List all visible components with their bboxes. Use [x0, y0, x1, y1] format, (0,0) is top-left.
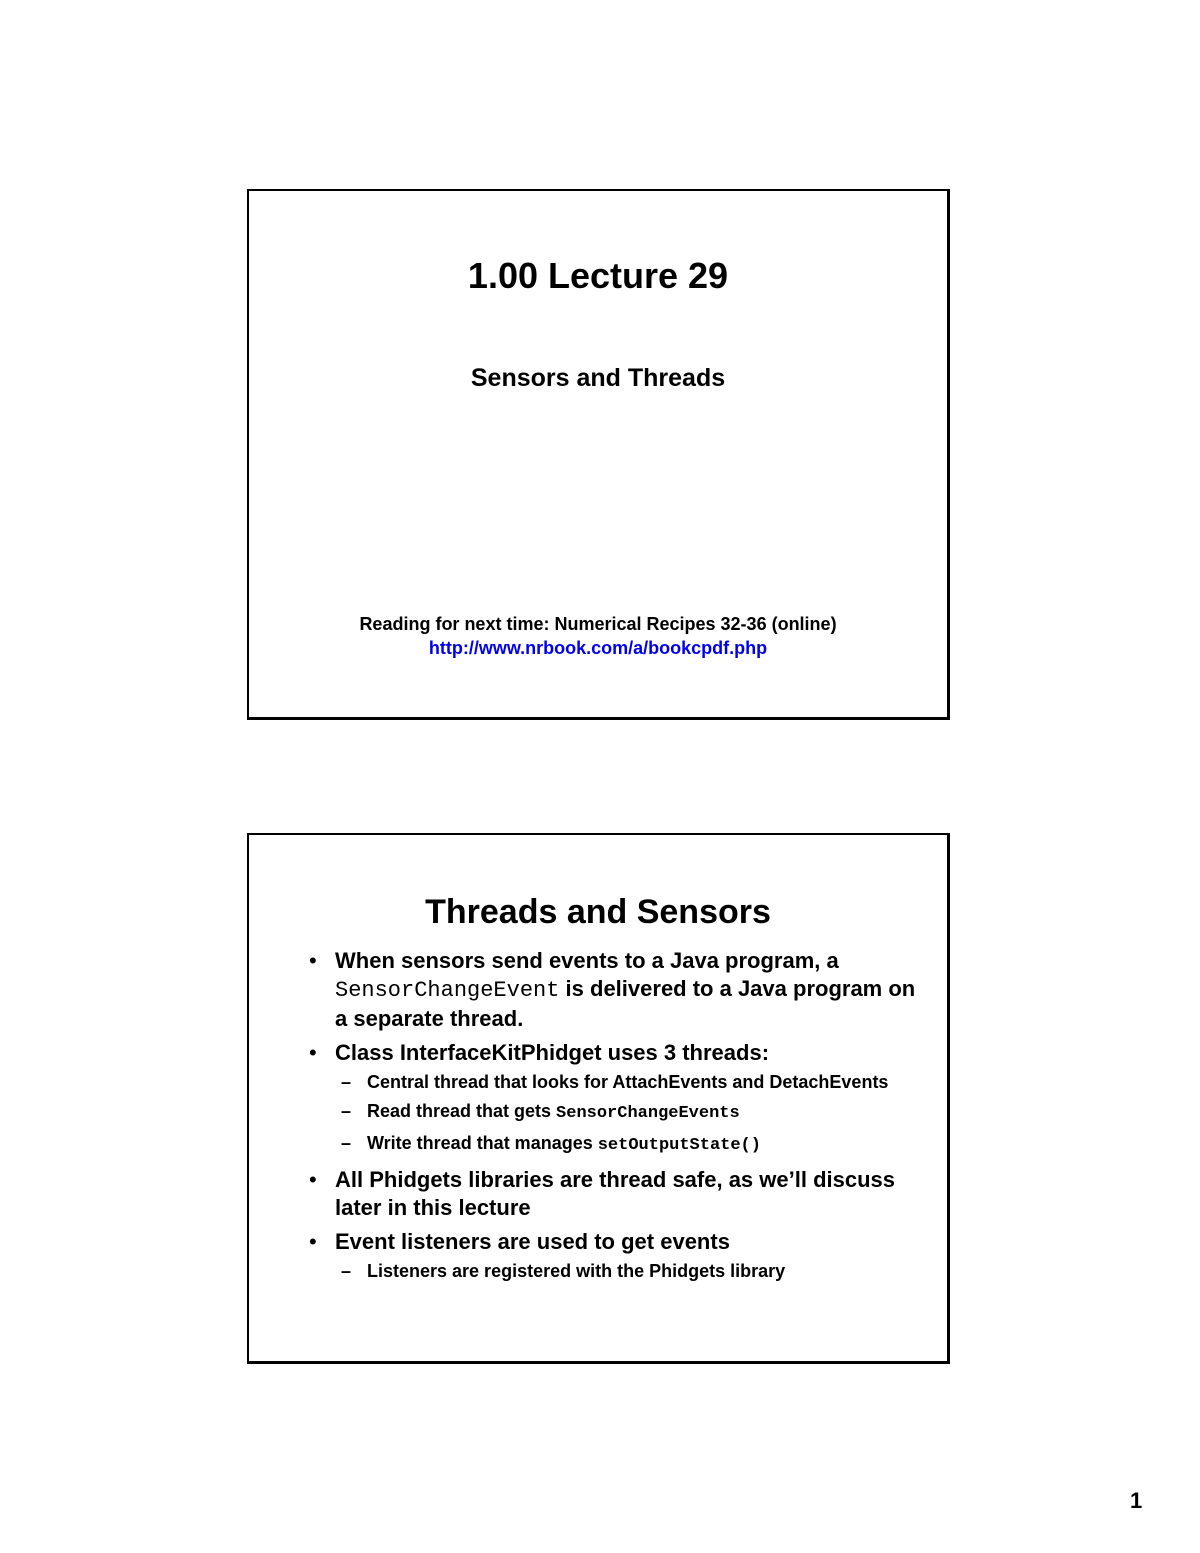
- sub-text: Write thread that manages: [367, 1133, 598, 1153]
- sub-central-thread: [307, 1070, 927, 1094]
- sub-list-listeners: [307, 1259, 927, 1283]
- nrbook-link[interactable]: http://www.nrbook.com/a/bookcpdf.php: [428, 638, 768, 658]
- page-number: 1: [1130, 1488, 1143, 1513]
- reading-note: Reading for next time: Numerical Recipes 32-36 (online): [359, 614, 837, 634]
- sub-text: Read thread that gets: [367, 1101, 557, 1121]
- bullet-icon: •: [309, 1040, 317, 1065]
- bullet-text: is delivered to a Java program on a separate thread.: [335, 976, 916, 1031]
- bullet-thread-safe: [307, 1166, 927, 1222]
- bullet-icon: •: [309, 1167, 317, 1192]
- slide-body: [307, 947, 927, 1291]
- bullet-icon: •: [309, 1229, 317, 1254]
- bullet-text: Class InterfaceKitPhidget uses 3 threads:: [335, 1040, 770, 1065]
- sub-list-threads: [307, 1070, 927, 1158]
- dash-icon: –: [341, 1072, 352, 1092]
- code-setoutputstate: setOutputState(): [597, 1136, 761, 1155]
- bullet-event-listeners: [307, 1228, 927, 1256]
- slide-title: Threads and Sensors: [425, 893, 771, 931]
- bullet-text: Event listeners are used to get events: [335, 1229, 730, 1254]
- sub-write-thread: [307, 1131, 927, 1158]
- code-sensorchangeevent: SensorChangeEvent: [335, 978, 560, 1003]
- sub-read-thread: [307, 1099, 927, 1126]
- dash-icon: –: [341, 1133, 352, 1153]
- lecture-subtitle: Sensors and Threads: [470, 364, 726, 392]
- bullet-interfacekit-threads: [307, 1039, 927, 1067]
- sub-text: Central thread that looks for AttachEvents and DetachEvents: [367, 1072, 889, 1092]
- slide-2: [247, 833, 950, 1364]
- dash-icon: –: [341, 1101, 352, 1121]
- code-sensorchangeevents: SensorChangeEvents: [556, 1104, 740, 1123]
- sub-listeners-registered: [307, 1259, 927, 1283]
- lecture-title: 1.00 Lecture 29: [467, 255, 729, 296]
- slide-1: [247, 189, 950, 720]
- dash-icon: –: [341, 1261, 352, 1281]
- bullet-text: When sensors send events to a Java program, a: [335, 948, 839, 973]
- sub-text: Listeners are registered with the Phidgets library: [367, 1261, 786, 1281]
- bullet-sensor-events: [307, 947, 927, 1033]
- bullet-text: All Phidgets libraries are thread safe, as we’ll discuss later in this lecture: [335, 1167, 896, 1220]
- bullet-icon: •: [309, 948, 317, 973]
